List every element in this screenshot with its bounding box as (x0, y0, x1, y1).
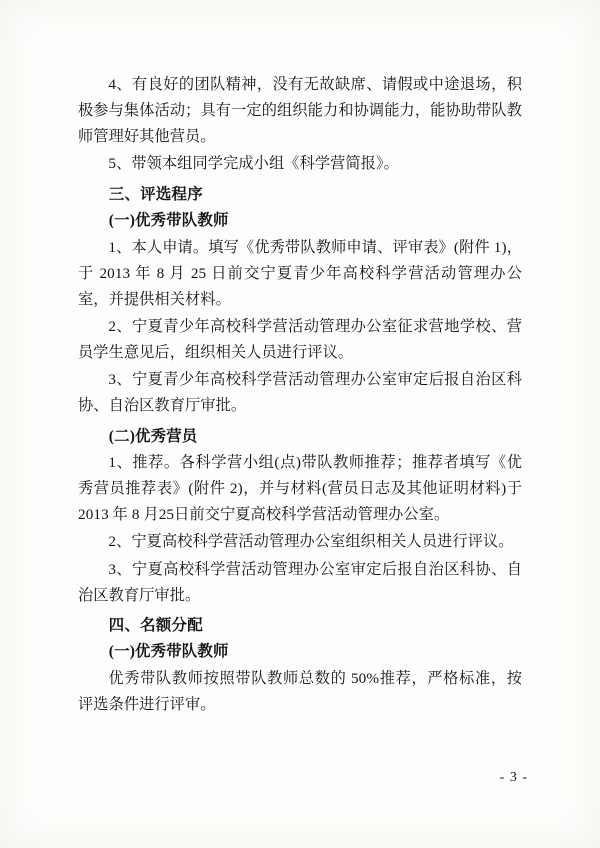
heading-outstanding-camper: (二)优秀营员 (108, 427, 198, 445)
paragraph-camper-step-3: 3、宁夏高校科学营活动管理办公室审定后报自治区科协、自治区教育厅审批。 (78, 560, 522, 604)
paragraph-teacher-step-2: 2、宁夏青少年高校科学营活动管理办公室征求营地学校、营员学生意见后，组织相关人员进行评议。 (78, 317, 522, 362)
heading-quota-teacher: (一)优秀带队教师 (108, 643, 229, 661)
paragraph-criteria-5: 5、带领本组同学完成小组《科学营简报》。 (108, 155, 399, 173)
heading-section-three: 三、评选程序 (108, 185, 203, 203)
paragraph-camper-step-1: 1、推荐。各科学营小组(点)带队教师推荐；推荐者填写《优秀营员推荐表》(附件 2)，并与材料(营员日志及其他证明材料)于 2013 年 8 月25日前交宁夏高校科学营活动管理办公室。 (78, 454, 522, 524)
heading-section-four: 四、名额分配 (108, 616, 203, 634)
paragraph-teacher-step-3: 3、宁夏青少年高校科学营活动管理办公室审定后报自治区科协、自治区教育厅审批。 (78, 371, 522, 415)
paragraph-camper-step-2: 2、宁夏高校科学营活动管理办公室组织相关人员进行评议。 (108, 533, 514, 551)
paragraph-quota-teacher-detail: 优秀带队教师按照带队教师总数的 50%推荐，严格标准，按评选条件进行评审。 (78, 669, 522, 713)
paragraph-criteria-4: 4、有良好的团队精神，没有无故缺席、请假或中途退场，积极参与集体活动；具有一定的组织能力和协调能力，能协助带队教师管理好其他营员。 (78, 76, 522, 146)
heading-outstanding-teacher: (一)优秀带队教师 (108, 212, 229, 230)
page-number: - 3 - (499, 770, 528, 785)
page-content (78, 72, 522, 719)
paragraph-teacher-step-1: 1、本人申请。填写《优秀带队教师申请、评审表》(附件 1)，于 2013 年 8 月 25 日前交宁夏青少年高校科学营活动管理办公室，并提供相关材料。 (78, 238, 522, 308)
